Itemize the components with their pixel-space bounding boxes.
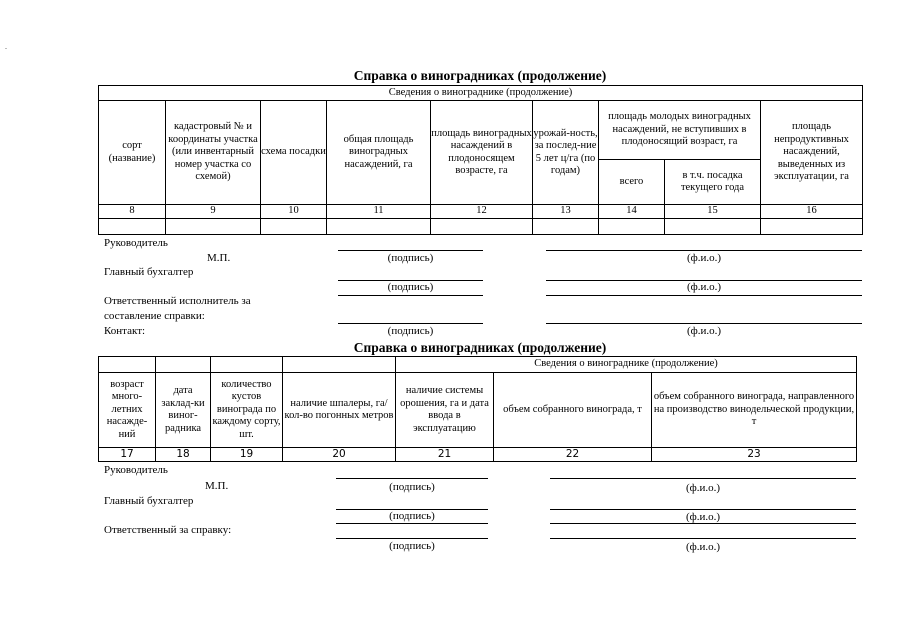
empty-cell[interactable] <box>261 219 327 235</box>
signature-caption: (подпись) <box>387 252 434 264</box>
responsible-label: Ответственный за справку: <box>104 524 232 536</box>
fio-underline <box>550 523 856 524</box>
fio-caption: (ф.и.о.) <box>686 281 722 293</box>
manager-label: Руководитель <box>104 464 168 476</box>
col-cadastral-header: кадастровый № и координаты участка (или инвентарный номер участка со схемой) <box>166 101 261 205</box>
col-trellis-header: наличие шпалеры, га/ кол-во погонных метров <box>283 373 396 448</box>
fio-line[interactable] <box>546 250 862 251</box>
signature-line[interactable] <box>336 478 488 479</box>
fio-underline <box>546 295 862 296</box>
section2-title: Справка о виноградниках (продолжение) <box>353 340 607 355</box>
empty-cell[interactable] <box>599 219 665 235</box>
section1-table <box>98 85 863 235</box>
signature-caption: (подпись) <box>389 540 435 552</box>
empty-cell[interactable] <box>327 219 431 235</box>
info-header: Сведения о винограднике (продолжение) <box>99 86 863 101</box>
empty-cell[interactable] <box>665 219 761 235</box>
col-young-current-year-header: в т.ч. посадка текущего года <box>665 160 761 205</box>
fio-line[interactable] <box>550 478 856 479</box>
col-number: 15 <box>665 205 761 219</box>
col-young-total-header: всего <box>599 160 665 205</box>
col-fruiting-area-header: площадь виноградных насаждений в плодоносящем возрасте, га <box>431 101 533 205</box>
empty-cell[interactable] <box>99 219 166 235</box>
stamp-label: М.П. <box>207 252 231 264</box>
scan-speck <box>5 48 7 49</box>
fio-line[interactable] <box>546 323 862 324</box>
empty-cell[interactable] <box>431 219 533 235</box>
signature-caption: (подпись) <box>389 510 435 522</box>
col-number: 10 <box>261 205 327 219</box>
col-number: 16 <box>761 205 863 219</box>
empty-cell[interactable] <box>533 219 599 235</box>
col-harvest-volume-header: объем собранного винограда, т <box>494 373 652 448</box>
stamp-label: М.П. <box>205 480 229 492</box>
col-number: 12 <box>431 205 533 219</box>
empty-cell[interactable] <box>166 219 261 235</box>
signature-caption: (подпись) <box>389 481 435 493</box>
fio-caption: (ф.и.о.) <box>686 325 722 337</box>
col-total-area-header: общая площадь виноградных насаждений, га <box>327 101 431 205</box>
col-planting-scheme-header: схема посадки <box>261 101 327 205</box>
col-number: 18 <box>156 448 211 462</box>
section2-table <box>98 356 857 462</box>
accountant-label: Главный бухгалтер <box>104 495 194 507</box>
col-number: 21 <box>396 448 494 462</box>
col-number: 9 <box>166 205 261 219</box>
empty-cell[interactable] <box>761 219 863 235</box>
signature-caption: (подпись) <box>387 325 434 337</box>
col-number: 23 <box>652 448 857 462</box>
section1-title: Справка о виноградниках (продолжение) <box>353 68 607 83</box>
executor-label-line1: Ответственный исполнитель за <box>104 295 251 307</box>
col-yield-header: урожай-ность, за послед-ние 5 лет ц/га (по годам) <box>533 101 599 205</box>
fio-caption: (ф.и.о.) <box>685 541 721 553</box>
accountant-label: Главный бухгалтер <box>104 266 194 278</box>
signature-line[interactable] <box>336 538 488 539</box>
col-number: 22 <box>494 448 652 462</box>
col-number: 17 <box>99 448 156 462</box>
col-irrigation-header: наличие системы орошения, га и дата ввода в эксплуатацию <box>396 373 494 448</box>
manager-label: Руководитель <box>104 237 168 249</box>
signature-line[interactable] <box>338 250 483 251</box>
col-bush-count-header: количество кустов винограда по каждому сорту, шт. <box>211 373 283 448</box>
col-age-header: возраст много-летних насажде-ний <box>99 373 156 448</box>
fio-caption: (ф.и.о.) <box>686 252 722 264</box>
col-wine-harvest-header: объем собранного винограда, направленного на производство винодельческой продукции, т <box>652 373 857 448</box>
fio-caption: (ф.и.о.) <box>685 482 721 494</box>
executor-label-line2: составление справки: <box>104 310 205 322</box>
col-variety-header: сорт (название) <box>99 101 166 205</box>
col-number: 14 <box>599 205 665 219</box>
col-number: 13 <box>533 205 599 219</box>
signature-underline <box>338 295 483 296</box>
col-number: 8 <box>99 205 166 219</box>
fio-caption: (ф.и.о.) <box>685 511 721 523</box>
signature-caption: (подпись) <box>387 281 434 293</box>
fio-line[interactable] <box>550 509 856 510</box>
signature-line[interactable] <box>338 323 483 324</box>
signature-underline <box>336 523 488 524</box>
col-young-plantings-header: площадь молодых виноградных насаждений, не вступивших в плодоносящий возраст, га <box>599 101 761 160</box>
col-number: 19 <box>211 448 283 462</box>
fio-line[interactable] <box>550 538 856 539</box>
col-planting-date-header: дата заклад-ки виног-радника <box>156 373 211 448</box>
col-unproductive-header: площадь непродуктивных насаждений, выведенных из эксплуатации, га <box>761 101 863 205</box>
col-number: 11 <box>327 205 431 219</box>
info-header: Сведения о винограднике (продолжение) <box>396 357 857 373</box>
col-number: 20 <box>283 448 396 462</box>
contact-label: Контакт: <box>104 325 146 337</box>
